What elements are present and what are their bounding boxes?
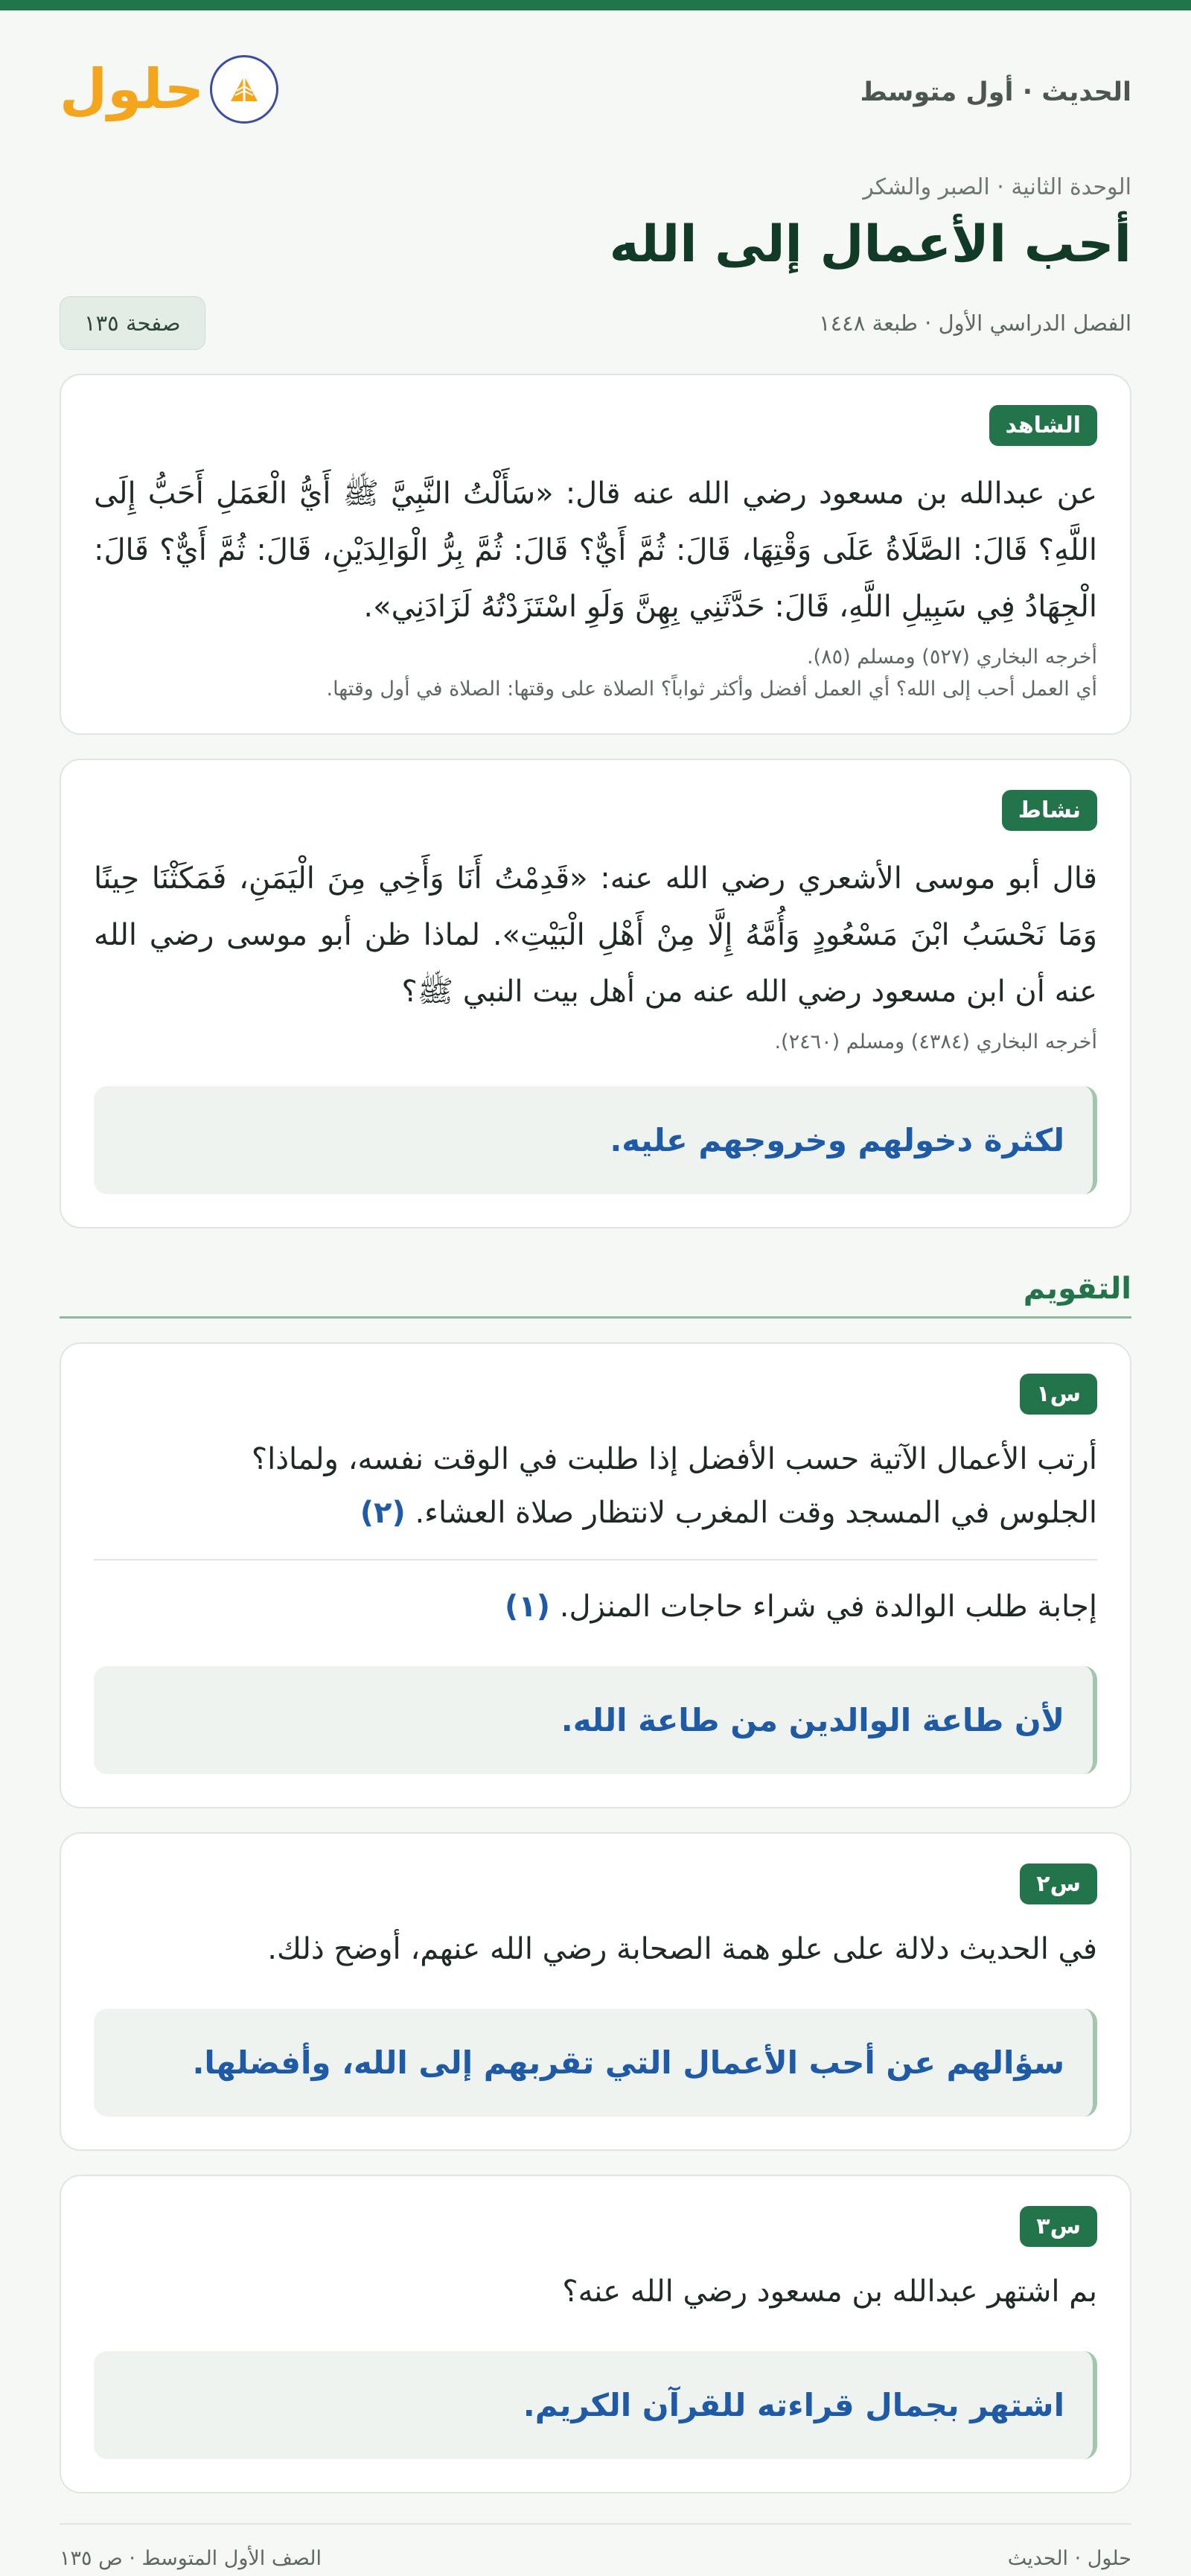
question-card-1 [60,1342,1131,1808]
question-prompt [94,1432,1097,1540]
activity-card [60,759,1131,1228]
hadith-text: عن عبدالله بن مسعود رضي الله عنه قال: «سَأَلْتُ النَّبِيَّ ﷺ أَيُّ الْعَمَلِ أَحَبُّ إِلَى اللَّهِ؟ قَالَ: الصَّلَاةُ عَلَى وَقْتِهَا، قَالَ: ثُمَّ أَيٌّ؟ قَالَ: ثُمَّ بِرُّ الْوَالِدَيْنِ، قَالَ: ثُمَّ أَيٌّ؟ قَالَ: الْجِهَادُ فِي سَبِيلِ اللَّهِ، قَالَ: حَدَّثَنِي بِهِنَّ وَلَوِ اسْتَزَدْتُهُ لَزَادَنِي». [94,476,1097,624]
hadith-explanation: أي العمل أحب إلى الله؟ أي العمل أفضل وأكثر ثواباً؟ الصلاة على وقتها: الصلاة في أول وقتها. [326,678,1097,701]
lesson-meta-row [60,296,1131,350]
evaluation-heading [60,1272,1131,1306]
subject-title: الحديث · أول متوسط [860,77,1131,107]
logo-text: حلول [60,57,205,121]
footer-left: الصف الأول المتوسط · ص ١٣٥ [60,2547,322,2570]
footer [60,2523,1131,2570]
item-text: إجابة طلب الوالدة في شراء حاجات المنزل. [559,1590,1097,1624]
question-badge: س١ [1020,1374,1097,1415]
item-rank: (١) [505,1590,551,1624]
item-divider [94,1559,1097,1560]
activity-question: قال أبو موسى الأشعري رضي الله عنه: «قَدِمْتُ أَنَا وَأَخِي مِنَ الْيَمَنِ، فَمَكَثْنَا حِينًا وَمَا نَحْسَبُ ابْنَ مَسْعُودٍ وَأُمَّهُ إِلَّا مِنْ أَهْلِ الْبَيْتِ». لماذا ظن أبو موسى رضي الله عنه أن ابن مسعود رضي الله عنه من أهل بيت النبي ﷺ؟ [94,861,1097,1009]
edition-info: الفصل الدراسي الأول · طبعة ١٤٤٨ [819,310,1131,336]
activity-reference: أخرجه البخاري (٤٣٨٤) ومسلم (٢٤٦٠). [774,1030,1097,1053]
activity-answer: لكثرة دخولهم وخروجهم عليه. [94,1086,1097,1194]
footer-right: حلول · الحديث [1007,2547,1131,2570]
question-1-answer: لأن طاعة الوالدين من طاعة الله. [94,1666,1097,1774]
question-2-answer: سؤالهم عن أحب الأعمال التي تقربهم إلى الله، وأفضلها. [94,2009,1097,2117]
hadith-reference: أخرجه البخاري (٥٢٧) ومسلم (٨٥). [806,645,1097,669]
item-rank: (٢) [360,1496,406,1530]
page [60,10,1131,2570]
question-card-2 [60,1832,1131,2151]
question-badge: س٢ [1020,1864,1097,1904]
question-3-answer: اشتهر بجمال قراءته للقرآن الكريم. [94,2351,1097,2459]
question-1-prompt: أرتب الأعمال الآتية حسب الأفضل إذا طلبت في الوقت نفسه، ولماذا؟ [251,1442,1097,1476]
activity-badge: نشاط [1002,790,1097,831]
page-number-badge: صفحة ١٣٥ [60,296,205,350]
section-divider [60,1316,1131,1319]
question-badge: س٣ [1020,2206,1097,2247]
evaluation-title: التقويم [1023,1272,1131,1306]
lesson-title: أحب الأعمال إلى الله [609,215,1131,274]
unit-label: الوحدة الثانية · الصبر والشكر [863,174,1131,200]
book-icon [210,55,278,124]
question-card-3 [60,2175,1131,2493]
question-1-item-1 [94,1486,1097,1540]
shahid-card [60,374,1131,735]
header [60,10,1131,141]
logo[interactable] [60,55,278,124]
question-2-prompt: في الحديث دلالة على علو همة الصحابة رضي الله عنهم، أوضح ذلك. [267,1932,1097,1966]
question-1-item-2 [94,1580,1097,1633]
top-accent-bar [0,0,1191,10]
shahid-badge: الشاهد [989,405,1097,446]
item-text: الجلوس في المسجد وقت المغرب لانتظار صلاة العشاء. [415,1496,1097,1530]
question-3-prompt: بم اشتهر عبدالله بن مسعود رضي الله عنه؟ [562,2274,1097,2309]
